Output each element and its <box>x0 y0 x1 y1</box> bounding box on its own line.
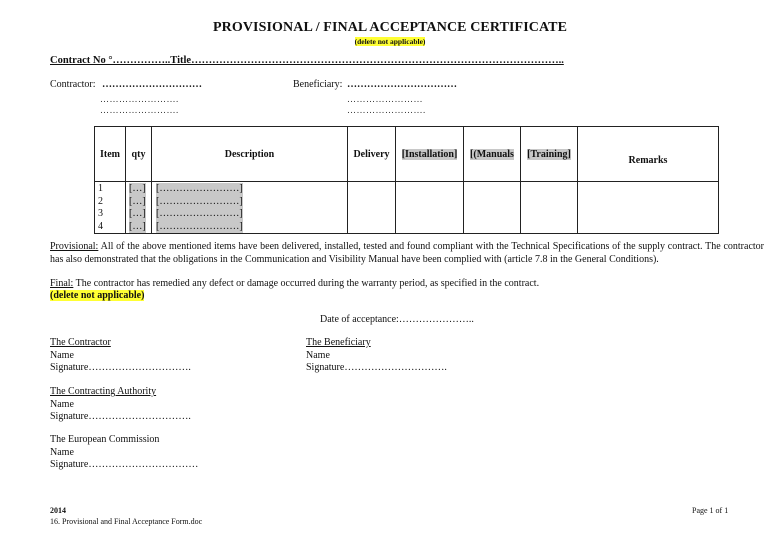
contractor-dots: ………………………… <box>102 79 202 90</box>
manuals-label: [(Manuals <box>470 148 514 160</box>
description-cell <box>152 182 348 234</box>
qty-value: […] <box>129 208 146 219</box>
item-number: 2 <box>98 195 103 207</box>
contracting-authority-signature: Signature…………………………. <box>50 411 191 422</box>
contractor-signature-block <box>50 337 191 375</box>
beneficiary-dots: …………………………… <box>347 79 457 90</box>
item-numbers-cell <box>95 182 126 234</box>
header-remarks: Remarks <box>578 127 719 182</box>
footer-year: 2014 <box>50 506 66 515</box>
item-number: 3 <box>98 208 103 219</box>
beneficiary-signature: Signature…………………………. <box>306 362 447 373</box>
header-installation <box>396 127 464 182</box>
beneficiary-name: Name <box>306 349 330 361</box>
provisional-label: Provisional: <box>50 241 99 252</box>
header-manuals <box>464 127 521 182</box>
subtitle-delete-note: (delete not applicable) <box>354 37 426 46</box>
installation-cell <box>396 182 464 234</box>
training-label: [Training] <box>527 148 571 160</box>
header-qty: qty <box>126 127 152 182</box>
header-delivery: Delivery <box>348 127 396 182</box>
subtitle-container <box>0 37 780 46</box>
european-commission-signature-block <box>50 434 198 472</box>
description-value: [……………………] <box>156 183 243 194</box>
item-number: 4 <box>98 220 103 232</box>
qty-value: […] <box>129 183 146 194</box>
provisional-paragraph <box>50 241 764 266</box>
beneficiary-title: The Beneficiary <box>306 337 371 348</box>
description-value: [……………………] <box>156 220 243 232</box>
european-commission-name: Name <box>50 446 74 458</box>
beneficiary-label: Beneficiary: <box>293 79 343 90</box>
items-table <box>94 126 719 234</box>
european-commission-signature: Signature…………………………… <box>50 459 199 470</box>
contracting-authority-name: Name <box>50 398 74 410</box>
provisional-text: All of the above mentioned items have been delivered, installed, tested and found compliant with the Technical Specifications of the supply contract. The contractor has also demonstrated that the obligations in the Communication and Visibility Manual have been complied with (article 7.8 in the General Conditions). <box>50 241 764 265</box>
item-number: 1 <box>98 183 103 194</box>
certificate-title: PROVISIONAL / FINAL ACCEPTANCE CERTIFICATE <box>212 20 568 35</box>
qty-value: […] <box>129 195 146 207</box>
final-paragraph <box>50 278 764 291</box>
contractor-title: The Contractor <box>50 337 111 348</box>
manuals-cell <box>464 182 521 234</box>
footer-page-number: Page 1 of 1 <box>692 506 729 515</box>
final-label: Final: <box>50 278 74 289</box>
beneficiary-extra-line-1: …………………… <box>347 94 423 104</box>
contracting-authority-signature-block <box>50 386 191 424</box>
remarks-cell <box>578 182 719 234</box>
beneficiary-extra-line-2: ……………………. <box>347 105 426 115</box>
header-item: Item <box>95 127 126 182</box>
contractor-extra-line-1: ……………………. <box>100 94 179 104</box>
contracting-authority-title: The Contracting Authority <box>50 386 157 397</box>
footer-filename: 16. Provisional and Final Acceptance Form.doc <box>50 517 203 526</box>
contractor-extra-line-2: ……………………. <box>100 105 179 115</box>
delete-note: (delete not applicable) <box>50 290 145 301</box>
installation-label: [Installation] <box>401 148 458 160</box>
description-value: [……………………] <box>156 208 243 219</box>
date-of-acceptance: Date of acceptance:………………….. <box>320 314 474 325</box>
training-cell <box>521 182 578 234</box>
qty-value: […] <box>129 220 146 232</box>
delivery-cell <box>348 182 396 234</box>
header-description: Description <box>152 127 348 182</box>
contractor-label: Contractor: <box>50 79 96 90</box>
qty-cell <box>126 182 152 234</box>
header-training <box>521 127 578 182</box>
contract-number-title-line: Contract No °……………..Title…………………………………………………………………………………………….. <box>50 55 564 66</box>
table-header-row <box>95 127 719 182</box>
contractor-signature: Signature…………………………. <box>50 362 191 373</box>
final-text: The contractor has remedied any defect or damage occurred during the warranty period, as specified in the contract. <box>73 278 540 289</box>
delete-note-container <box>50 290 144 301</box>
table-body-row <box>95 182 719 234</box>
description-value: [……………………] <box>156 195 243 207</box>
beneficiary-signature-block <box>306 337 447 375</box>
contractor-name: Name <box>50 349 74 361</box>
european-commission-title: The European Commission <box>50 434 160 445</box>
